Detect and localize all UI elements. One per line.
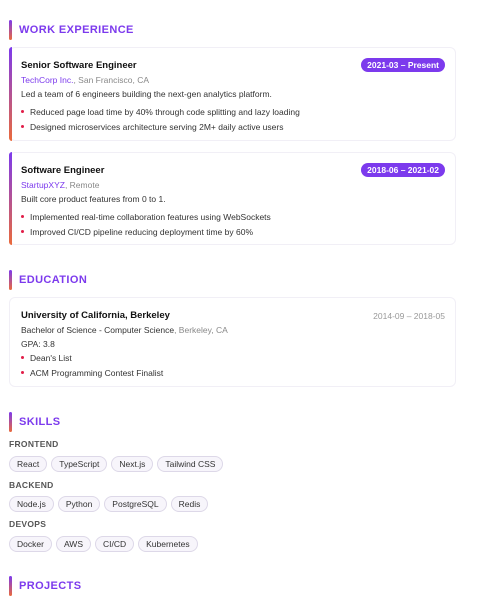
list-item: Improved CI/CD pipeline reducing deployment time by 60% — [21, 224, 271, 239]
skill-tag: AWS — [56, 536, 91, 552]
skill-group-label: DEVOPS — [9, 519, 47, 529]
job-company — [21, 180, 99, 190]
bullet-dot — [21, 356, 24, 359]
skill-tag: Docker — [9, 536, 52, 552]
bullet-dot — [21, 125, 24, 128]
degree-line — [21, 325, 228, 335]
job-company — [21, 75, 149, 85]
job-description: Led a team of 6 engineers building the next-gen analytics platform. — [21, 89, 272, 99]
skill-tag: PostgreSQL — [104, 496, 166, 512]
skill-tag: TypeScript — [51, 456, 107, 472]
skill-tags — [9, 496, 212, 512]
company-name: TechCorp Inc. — [21, 75, 74, 85]
bullet-dot — [21, 215, 24, 218]
job-bullets — [21, 209, 271, 239]
section-title: SKILLS — [19, 416, 61, 428]
skill-tag: CI/CD — [95, 536, 134, 552]
skill-tag: Node.js — [9, 496, 54, 512]
skills-heading — [9, 412, 61, 432]
skill-tag: Kubernetes — [138, 536, 197, 552]
company-location: , San Francisco, CA — [73, 75, 150, 85]
list-item: Reduced page load time by 40% through code splitting and lazy loading — [21, 104, 300, 119]
skill-tag: Python — [58, 496, 100, 512]
bullet-dot — [21, 230, 24, 233]
work-experience-heading — [9, 20, 134, 40]
job-title: Senior Software Engineer — [21, 60, 137, 71]
education-dates: 2014-09 – 2018-05 — [373, 311, 445, 321]
education-bullets — [21, 350, 163, 380]
section-accent-bar — [9, 576, 12, 596]
section-accent-bar — [9, 20, 12, 40]
date-badge: 2021-03 – Present — [361, 58, 445, 72]
company-name: StartupXYZ — [21, 180, 65, 190]
skill-tag: Next.js — [111, 456, 153, 472]
education-heading — [9, 270, 87, 290]
bullet-dot — [21, 110, 24, 113]
job-bullets — [21, 104, 300, 134]
job-card — [9, 152, 456, 245]
date-badge: 2018-06 – 2021-02 — [361, 163, 445, 177]
section-title: EDUCATION — [19, 274, 88, 286]
skill-group-label: FRONTEND — [9, 439, 59, 449]
projects-heading — [9, 576, 82, 596]
degree: Bachelor of Science - Computer Science — [21, 325, 175, 335]
list-item: ACM Programming Contest Finalist — [21, 365, 163, 380]
bullet-dot — [21, 371, 24, 374]
list-item: Implemented real-time collaboration features using WebSockets — [21, 209, 271, 224]
skill-tags — [9, 456, 227, 472]
skill-tag: Redis — [171, 496, 209, 512]
gpa: GPA: 3.8 — [21, 339, 55, 349]
job-description: Built core product features from 0 to 1. — [21, 194, 166, 204]
skill-tags — [9, 536, 202, 552]
company-location: , Remote — [64, 180, 100, 190]
job-card — [9, 47, 456, 141]
list-item: Dean's List — [21, 350, 163, 365]
list-item: Designed microservices architecture serving 2M+ daily active users — [21, 119, 300, 134]
job-title: Software Engineer — [21, 165, 105, 176]
skill-tag: Tailwind CSS — [157, 456, 223, 472]
school-location: , Berkeley, CA — [174, 325, 228, 335]
education-card — [9, 297, 456, 387]
school-name: University of California, Berkeley — [21, 310, 170, 321]
section-title: WORK EXPERIENCE — [19, 24, 134, 36]
section-accent-bar — [9, 412, 12, 432]
section-title: PROJECTS — [19, 580, 82, 592]
skill-group-label: BACKEND — [9, 480, 54, 490]
skill-tag: React — [9, 456, 47, 472]
section-accent-bar — [9, 270, 12, 290]
